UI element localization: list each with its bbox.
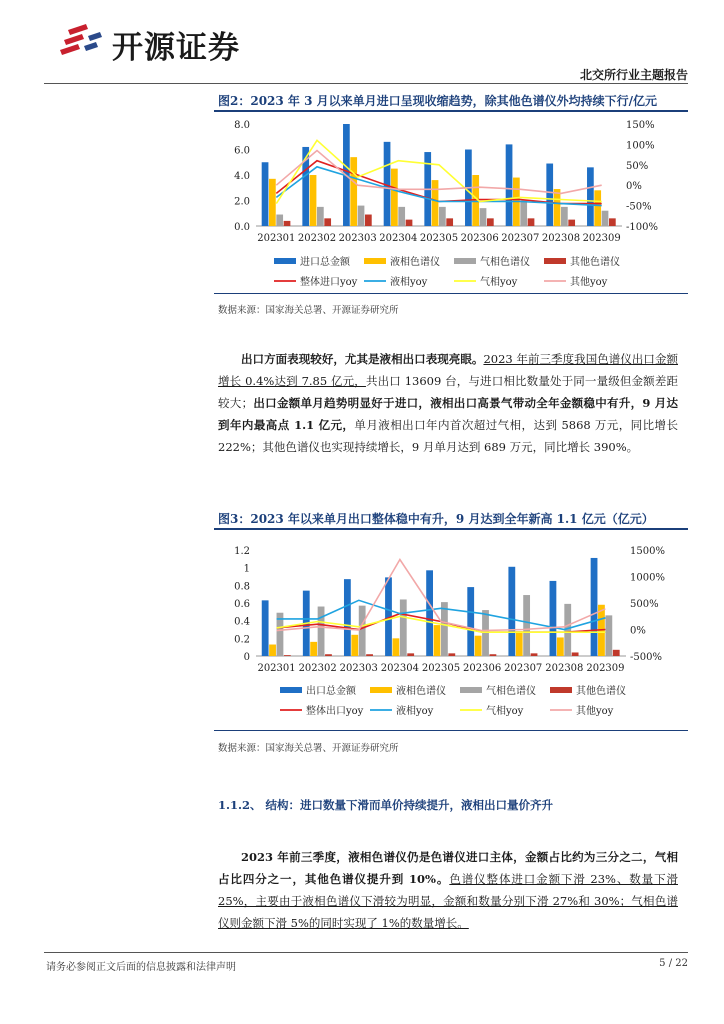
y2-tick-label: 100%	[626, 140, 655, 152]
x-tick-label: 202301	[257, 663, 296, 674]
export-chart	[214, 538, 688, 724]
bar-series-2	[605, 615, 612, 656]
bar-series-2	[523, 595, 530, 656]
x-tick-label: 202302	[297, 233, 337, 244]
legend-swatch	[280, 687, 302, 693]
legend-swatch	[364, 258, 386, 264]
bar-series-3	[613, 650, 620, 656]
y-tick-label: 0.0	[234, 222, 250, 233]
x-tick-label: 202309	[582, 233, 621, 244]
legend-swatch	[274, 258, 296, 264]
y2-tick-label: 1000%	[630, 572, 665, 584]
structure-detail: 色谱仪整体进口金额下滑 23%、数量下滑 25%，主要由于液相色谱仪下滑较为明显，金额和数量分别下滑 27%和 30%；气相色谱仪则金额下滑 5%的同时实现了 1%的数量增长。	[218, 872, 678, 930]
bar-series-0	[508, 567, 515, 656]
bar-series-3	[609, 218, 616, 226]
legend-label: 其他色谱仪	[570, 257, 620, 268]
bar-series-3	[531, 653, 538, 656]
bar-series-1	[392, 638, 399, 656]
bar-series-2	[561, 207, 568, 226]
y2-tick-label: 150%	[626, 120, 655, 131]
bar-series-2	[400, 599, 407, 656]
bar-series-2	[480, 208, 487, 226]
bar-series-1	[350, 157, 357, 226]
y-tick-label: 2.0	[234, 196, 250, 208]
figure3-rule	[214, 528, 688, 530]
export-count: 共出口 13609 台，与进口相比数量处于同一量级但金额差距较大；	[218, 374, 678, 410]
export-trend: 出口金额单月趋势明显好于进口，液相出口高景气带动全年金额稳中有升，9 月达到年内最高点 1.1 亿元，	[218, 396, 678, 432]
section-heading: 1.1.2、 结构：进口数量下滑而单价持续提升，液相出口量价齐升	[218, 798, 554, 812]
bar-series-0	[426, 570, 433, 656]
header-divider	[44, 83, 688, 84]
x-tick-label: 202309	[586, 663, 625, 674]
bar-series-3	[448, 653, 455, 656]
y-tick-label: 0.8	[234, 581, 250, 593]
bar-series-0	[587, 167, 594, 226]
figure3-source: 数据来源：国家海关总署、开源证券研究所	[218, 743, 399, 754]
x-tick-label: 202303	[338, 233, 377, 244]
bar-series-1	[310, 175, 317, 226]
page-number: 5 / 22	[659, 958, 688, 969]
legend-label: 进口总金额	[300, 257, 350, 268]
legend-label: 液相色谱仪	[396, 686, 446, 697]
export-value: 2023 年前三季度我国色谱仪出口金额增长 0.4%达到 7.85 亿元，	[218, 352, 679, 388]
bar-series-2	[398, 207, 405, 226]
legend-swatch	[454, 258, 476, 264]
bar-series-1	[594, 190, 601, 226]
bar-series-3	[490, 654, 497, 656]
legend-label: 整体出口yoy	[306, 706, 364, 717]
bar-series-3	[487, 218, 494, 226]
footer-disclaimer: 请务必参阅正文后面的信息披露和法律声明	[46, 962, 236, 973]
bar-series-3	[284, 655, 291, 656]
bar-series-0	[262, 600, 269, 656]
legend-label: 其他yoy	[576, 706, 614, 717]
bar-series-3	[568, 220, 575, 226]
bar-series-1	[557, 637, 564, 656]
y-tick-label: 0.6	[234, 599, 250, 610]
legend-label: 其他色谱仪	[576, 686, 626, 697]
legend-label: 气相yoy	[480, 277, 518, 288]
y2-tick-label: 1500%	[630, 546, 665, 557]
bar-series-3	[572, 652, 579, 656]
y2-tick-label: -100%	[626, 222, 658, 233]
x-tick-label: 202305	[419, 233, 459, 244]
x-tick-label: 202302	[298, 663, 337, 674]
y2-tick-label: -500%	[630, 652, 662, 663]
report-type: 北交所行业主题报告	[579, 68, 688, 82]
bar-series-3	[365, 215, 372, 226]
bar-series-3	[407, 653, 414, 656]
brand-logo	[60, 20, 104, 62]
y2-tick-label: 0%	[630, 625, 646, 637]
bar-series-2	[439, 207, 446, 226]
bar-series-2	[318, 607, 325, 656]
x-tick-label: 202308	[545, 663, 584, 674]
legend-label: 液相yoy	[396, 706, 434, 717]
bar-series-1	[432, 180, 439, 226]
bar-series-0	[262, 162, 269, 226]
bar-series-3	[324, 218, 331, 226]
x-tick-label: 202301	[257, 233, 296, 244]
bar-series-0	[550, 581, 557, 656]
bar-series-2	[520, 201, 527, 227]
bar-series-1	[391, 169, 398, 226]
y-tick-label: 4.0	[234, 171, 250, 182]
y-tick-label: 1.2	[234, 546, 250, 557]
brand-name: 开源证券	[112, 30, 240, 66]
x-tick-label: 202304	[379, 233, 418, 244]
y2-tick-label: -50%	[626, 201, 652, 213]
figure3-title: 图3：2023 年以来单月出口整体稳中有升，9 月达到全年新高 1.1 亿元（亿元）	[218, 512, 654, 526]
bar-series-3	[406, 220, 413, 226]
bar-series-1	[269, 645, 276, 656]
figure2-source: 数据来源：国家海关总署、开源证券研究所	[218, 305, 399, 316]
bar-series-2	[317, 207, 324, 226]
legend-label: 出口总金额	[306, 686, 356, 697]
legend-label: 液相yoy	[390, 277, 428, 288]
y-tick-label: 8.0	[234, 120, 250, 131]
figure2-title: 图2：2023 年 3 月以来单月进口呈现收缩趋势，除其他色谱仪外均持续下行/亿元	[218, 94, 658, 108]
bar-series-1	[269, 179, 276, 226]
x-tick-label: 202303	[339, 663, 378, 674]
y2-tick-label: 0%	[626, 181, 642, 193]
bar-series-2	[358, 206, 365, 226]
bar-series-0	[344, 579, 351, 656]
legend-label: 液相色谱仪	[390, 257, 440, 268]
bar-series-3	[325, 654, 332, 656]
bar-series-3	[446, 218, 453, 226]
legend-swatch	[370, 687, 392, 693]
bar-series-2	[276, 215, 283, 226]
figure3-bottom-rule	[214, 730, 688, 731]
y2-tick-label: 500%	[630, 599, 659, 610]
figure2-bottom-rule	[214, 293, 688, 294]
x-tick-label: 202308	[541, 233, 581, 244]
y-tick-label: 6.0	[234, 145, 250, 157]
export-detail: 单月液相出口年内首次超过气相，达到 5868 万元，同比增长 222%；其他色谱仪也实现持续增长，9 月单月达到 689 万元，同比增长 390%。	[218, 418, 678, 454]
bar-series-0	[467, 587, 474, 656]
bar-series-3	[528, 218, 535, 226]
y-tick-label: 0.2	[234, 634, 250, 646]
legend-label: 气相色谱仪	[486, 686, 536, 697]
logo-mark-icon	[60, 20, 104, 62]
bar-series-0	[591, 558, 598, 656]
bar-series-2	[602, 211, 609, 226]
bar-series-1	[554, 189, 561, 226]
legend-label: 气相yoy	[486, 706, 524, 717]
bar-series-1	[351, 635, 358, 656]
y-tick-label: 0	[243, 652, 250, 663]
bar-series-1	[516, 631, 523, 656]
y-tick-label: 0.4	[234, 616, 250, 628]
legend-swatch	[550, 687, 572, 693]
bar-series-3	[366, 654, 373, 656]
import-chart	[214, 114, 688, 292]
export-lead: 出口方面表现较好，尤其是液相出口表现亮眼。	[241, 352, 484, 366]
bar-series-0	[506, 144, 513, 226]
x-tick-label: 202305	[421, 663, 461, 674]
legend-swatch	[544, 258, 566, 264]
bar-series-1	[475, 636, 482, 656]
bar-series-2	[441, 602, 448, 656]
bar-series-0	[546, 164, 553, 226]
x-tick-label: 202304	[380, 663, 419, 674]
x-tick-label: 202306	[460, 233, 499, 244]
figure2-rule	[214, 110, 688, 112]
bar-series-3	[284, 221, 291, 226]
bar-series-1	[310, 642, 317, 656]
y2-tick-label: 50%	[626, 160, 649, 172]
x-tick-label: 202306	[463, 663, 502, 674]
bar-series-1	[434, 625, 441, 656]
legend-label: 其他yoy	[570, 277, 608, 288]
footer-divider	[44, 952, 688, 953]
x-tick-label: 202307	[504, 663, 543, 674]
bar-series-2	[482, 610, 489, 656]
legend-label: 整体进口yoy	[300, 277, 358, 288]
y-tick-label: 1	[243, 563, 250, 575]
bar-series-2	[359, 606, 366, 656]
structure-paragraph	[218, 846, 678, 934]
export-paragraph	[218, 348, 678, 458]
x-tick-label: 202307	[501, 233, 540, 244]
legend-label: 气相色谱仪	[480, 257, 530, 268]
structure-lead: 2023 年前三季度，液相色谱仪仍是色谱仪进口主体，金额占比约为三分之二，气相占比四分之一，其他色谱仪提升到 10%。	[218, 850, 678, 886]
legend-swatch	[460, 687, 482, 693]
